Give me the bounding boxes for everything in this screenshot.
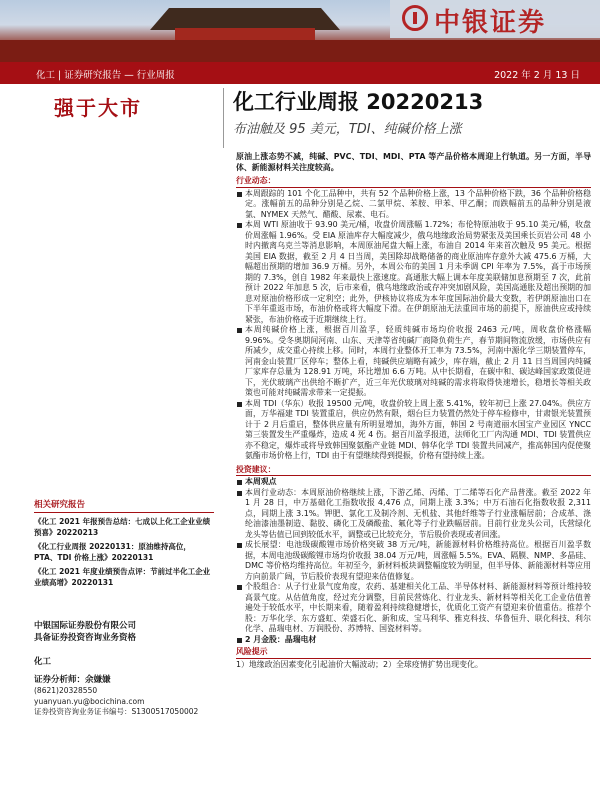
- list-item: 本周行业动态：本周原油价格继续上涨，下游乙烯、丙烯、丁二烯等石化产品普涨。截至 2022 年 1 月 28 日，中万基础化工指数收报 4,476 点，同期上涨 3.3%；中万石油石化指数收报 2,311 点，同期上涨 3.1%。钾肥、氯化工及制冷剂、无机盐、其他纤维等子行业涨幅居前；合成革、涤纶油漆油墨制造、黏胶、磷化工及磷酸盐、氟化等子行业跌幅居前。目前行业龙头公司，氏营绿化龙头等估值已回到较低水平，调整或已比较充分，节后股价表现或者回涨。: [236, 488, 591, 541]
- list-item: 本周纯碱价格上涨，根据百川盈孚，轻质纯碱市场均价收报 2463 元/吨，周收盘价格涨幅 9.96%。受冬奥期间河南、山东、天津等省纯碱厂商降负荷生产，春节期间物流放缓，市场供应有所减少，成交重心持续上移。同时，本周行业整体开工率为 73.5%，河南中源化学三期装置停车，河南金山装置厂区停车；整体上看，纯碱供应端略有减少，库存端，截止 2 月 11 日当周国内纯碱厂家库存总量为 128.91 万吨，环比增加 6.6 万吨。从中长期看，在碳中和、碳达峰国家政策促进下，光伏玻璃产出供给不断扩产，近三年光伏玻璃对纯碱的需求将取得快速增长，稳增长等相关政策也可能对纯碱需求带来一定提振。: [236, 325, 591, 399]
- related-report-link[interactable]: 《化工 2021 年度业绩预告点评：节前过半化工企业业绩高增》20220131: [34, 567, 211, 587]
- brand-name: 中银证券: [434, 8, 547, 38]
- list-item: 本周 WTI 原油收于 93.90 美元/桶，收盘价周涨幅 1.72%；布伦特原油收于 95.10 美元/桶，收盘价周涨幅 1.96%。受 EIA 原油库存大幅度减少，俄乌地缘政治局势紧张及美国乘长页岩公司 48 小时内撤离乌克兰等消息影响，本周原油尾盘大幅上涨，布油自 2014 年来首次触及 95 美元。根据美国 EIA 数据，截至 2 月 4 日当周，美国除却战略储备的商业原油库存意外大减 475.6 万桶，大幅超出预期的增加 36.9 万桶。另外，本周公布的美国 1 月未季调 CPI 年率为 7.5%，高于市场预期的 7.3%，创自 1982 年来最快上涨速度。高通胀大幅上调本年度美联储加息预期至 7 次，此前预计 2022 年加息 5 次，后市来看，俄乌地缘政治或存冲突加剧风险，美国高通胀及超出预期的加息对原油价格形成一定利空；此外，伊核协议将成为本年度国际油价最大变数，若伊朗原油出口在下半年重返市场，布油价格或将大幅度下滑。在伊朗原油无法重回市场的前提下，原油供应或持续紧张，布油价格或于近期继续上行。: [236, 220, 591, 325]
- related-reports: [34, 500, 214, 591]
- risk-text: 1）地缘政治因素变化引起油价大幅波动；2）全球疫情扩势出现变化。: [236, 659, 483, 669]
- analyst-sector: 化工: [34, 657, 52, 667]
- related-title: 相关研究报告: [34, 500, 214, 513]
- institution-info: [34, 620, 214, 644]
- analyst-email[interactable]: yuanyuan.yu@bocichina.com: [34, 696, 145, 706]
- analyst-info: [34, 656, 214, 718]
- list-item: 成长展望：电池级碳酸锂市场价格突破 38 万元/吨，新能源材料价格维持高位。根据百川盈孚数据，本周电池级碳酸锂市场均价收报 38.04 万元/吨，周涨幅 5.5%。EVA、隔膜、NMP、多晶硅、DMC 等价格均维持高位。年初至今，新材料板块调整幅度较为明显，但半导体、新能源材料等应用方向前景广阔，节后股价表现有望迎来估值修复。: [236, 540, 591, 582]
- summary: 原油上涨态势不减，纯碱、PVC、TDI、MDI、PTA 等产品价格本周迎上行轨道。另一方面，半导体、新能源材料关注度较高。: [236, 152, 591, 172]
- brand-logo: [390, 0, 600, 38]
- main-content: [236, 152, 591, 670]
- month-pick: [236, 635, 591, 646]
- page-title: 化工行业周报 20220213: [233, 90, 484, 114]
- month-pick-value: 晶瑞电材: [284, 634, 317, 644]
- invest-section-title: 投资建议：: [236, 465, 591, 477]
- palace-wall-graphic: [0, 40, 600, 62]
- institution-name: 中银国际证券股份有限公司: [34, 621, 137, 631]
- industry-section-title: 行业动态：: [236, 176, 591, 188]
- institution-qualification: 具备证券投资咨询业务资格: [34, 633, 137, 643]
- bank-logo-icon: [402, 5, 428, 31]
- page-subtitle: 布油触及 95 美元，TDI、纯碱价格上涨: [233, 122, 462, 137]
- month-pick-label: 2 月金股：: [245, 634, 285, 644]
- analyst-cert: 证券投资咨询业务证书编号：S1300517050002: [34, 707, 199, 716]
- list-item: 本周跟踪的 101 个化工品种中，共有 52 个品种价格上涨，13 个品种价格下跌，36 个品种价格稳定。涨幅前五的品种分别是乙烷、二氯甲烷、苯胺、甲苯、甲乙酮；而跌幅前五的品种分别是液氯、NYMEX 天然气、醋酸、尿素、电石。: [236, 189, 591, 221]
- list-item: 本周 TDI（华东）收报 19500 元/吨，收盘价较上周上涨 5.41%，较年初已上涨 27.04%。供应方面，万华福建 TDI 装置重启，供应仍然有限，烟台巨力装置仍然处于停车检修中，甘肃银光装置预计于 2 月后重启，整体供应量有所明显增加，海外方面，韩国 2 号南道丽水国宝产业园区 YNCC 第三装置发生严重爆炸，造成 4 死 4 伤。据百川盈孚报道，法师化工厂内沟通 MDI、TDI 装置供应亦不稳定，爆炸或将导致韩国聚氨酯产业链 MDI、韩华化学 TDI 装置共同减产，推高韩国内促使聚氨酯市场价格上行，TDI 由于有望继续得到提振，价格有望持续上涨。: [236, 399, 591, 462]
- analyst-name: 证券分析师：余嫌嫌: [34, 675, 111, 685]
- risk-section-title: 风险提示: [236, 647, 591, 659]
- analyst-phone: (8621)20328550: [34, 686, 98, 695]
- hero-banner: [0, 0, 600, 62]
- report-category: 化工 | 证券研究报告 — 行业周报: [36, 70, 175, 81]
- header-bar: [0, 62, 600, 84]
- report-date: 2022 年 2 月 13 日: [494, 70, 580, 81]
- divider: [223, 88, 224, 148]
- related-report-link[interactable]: 《化工 2021 年报预告总结：七成以上化工企业业绩预喜》20220213: [34, 517, 211, 537]
- rating-label: 强于大市: [54, 96, 142, 120]
- focus-heading: 本周观点: [236, 477, 591, 488]
- related-report-link[interactable]: 《化工行业周报 20220131：原油维持高位，PTA、TDI 价格上涨》20220131: [34, 542, 191, 562]
- list-item: 个股组合：从子行业景气度角度，农药、基建相关化工品、半导体材料、新能源材料等预计维持较高景气度。从估值角度，经过充分调整，目前民营炼化、行业龙头、新材料等相关化工企业估值普遍处于较低水平，中长期来看，随着盈利持续稳健增长，优质化工资产有望迎来价值重估。推荐个股：万华化学、东方盛虹、荣盛石化、新和成、宝马利华、雅克科技、华鲁恒升、联化科技、利尔化学、晶瑞电材、万润股份、苏博特、国瓷材料等。: [236, 582, 591, 635]
- palace-roof-graphic: [150, 8, 340, 30]
